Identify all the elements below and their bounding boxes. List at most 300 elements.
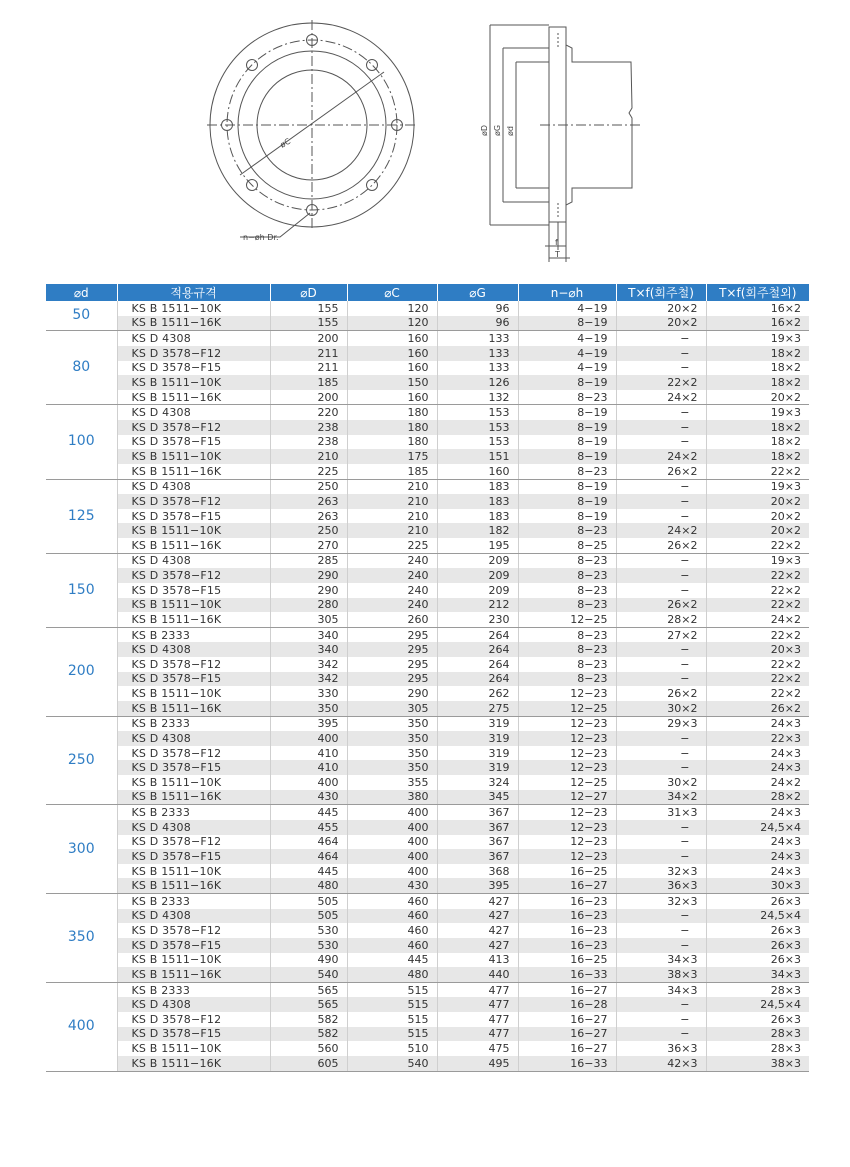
od-cell: 342 (270, 672, 347, 687)
g-cell: 153 (437, 420, 518, 435)
od-cell: 250 (270, 523, 347, 538)
g-cell: 160 (437, 464, 518, 479)
pcd-cell: 430 (347, 878, 437, 893)
bolt-hole-cell: 12−23 (518, 716, 616, 731)
standard-cell: KS B 1511−16K (117, 1056, 270, 1071)
od-cell: 540 (270, 967, 347, 982)
thickness-cast-iron-cell: − (616, 642, 706, 657)
table-row (46, 390, 809, 405)
table-row (46, 938, 809, 953)
g-cell: 133 (437, 331, 518, 346)
standard-cell: KS D 3578−F15 (117, 849, 270, 864)
standard-cell: KS D 3578−F12 (117, 746, 270, 761)
flange-front-view (207, 20, 417, 237)
table-row (46, 982, 809, 997)
flange-drawing (0, 0, 850, 280)
od-cell: 530 (270, 923, 347, 938)
g-cell: 212 (437, 598, 518, 613)
standard-cell: KS D 3578−F12 (117, 346, 270, 361)
thickness-other-cell: 26×2 (706, 701, 809, 716)
g-cell: 345 (437, 790, 518, 805)
thickness-cast-iron-cell: 36×3 (616, 1041, 706, 1056)
pcd-cell: 400 (347, 820, 437, 835)
thickness-other-cell: 24×2 (706, 612, 809, 627)
standard-cell: KS D 3578−F15 (117, 509, 270, 524)
pcd-cell: 350 (347, 716, 437, 731)
g-cell: 319 (437, 731, 518, 746)
nominal-size-cell: 200 (46, 627, 117, 716)
table-row (46, 953, 809, 968)
bolt-hole-cell: 16−23 (518, 909, 616, 924)
flange-side-view (490, 25, 640, 262)
g-cell: 153 (437, 435, 518, 450)
od-cell: 400 (270, 731, 347, 746)
bolt-hole-cell: 8−19 (518, 494, 616, 509)
od-cell: 445 (270, 864, 347, 879)
g-cell: 395 (437, 878, 518, 893)
thickness-other-cell: 19×3 (706, 553, 809, 568)
od-cell: 210 (270, 449, 347, 464)
table-row (46, 405, 809, 420)
bolt-hole-cell: 8−23 (518, 390, 616, 405)
g-cell: 133 (437, 361, 518, 376)
g-cell: 367 (437, 849, 518, 864)
thickness-other-cell: 16×2 (706, 301, 809, 316)
thickness-cast-iron-cell: 24×2 (616, 523, 706, 538)
g-cell: 319 (437, 716, 518, 731)
bolt-hole-cell: 16−25 (518, 864, 616, 879)
table-row (46, 553, 809, 568)
thickness-cast-iron-cell: 34×2 (616, 790, 706, 805)
od-cell: 250 (270, 479, 347, 494)
table-row (46, 420, 809, 435)
g-cell: 319 (437, 746, 518, 761)
pcd-cell: 460 (347, 938, 437, 953)
thickness-other-cell: 18×2 (706, 361, 809, 376)
table-row (46, 346, 809, 361)
g-cell: 477 (437, 1027, 518, 1042)
bolt-hole-cell: 8−19 (518, 420, 616, 435)
standard-cell: KS D 3578−F12 (117, 657, 270, 672)
pcd-cell: 295 (347, 657, 437, 672)
thickness-other-cell: 38×3 (706, 1056, 809, 1071)
thickness-other-cell: 22×2 (706, 657, 809, 672)
thickness-cast-iron-cell: 32×3 (616, 894, 706, 909)
pcd-cell: 295 (347, 642, 437, 657)
g-cell: 230 (437, 612, 518, 627)
standard-cell: KS B 1511−16K (117, 390, 270, 405)
table-row (46, 701, 809, 716)
table-row (46, 1012, 809, 1027)
table-row (46, 657, 809, 672)
thickness-other-cell: 28×3 (706, 1027, 809, 1042)
od-cell: 430 (270, 790, 347, 805)
thickness-other-cell: 22×3 (706, 731, 809, 746)
table-row (46, 583, 809, 598)
nominal-size-cell: 100 (46, 405, 117, 479)
pcd-cell: 160 (347, 361, 437, 376)
thickness-other-cell: 26×3 (706, 953, 809, 968)
thickness-cast-iron-cell: 26×2 (616, 686, 706, 701)
pcd-cell: 510 (347, 1041, 437, 1056)
thickness-other-cell: 30×3 (706, 878, 809, 893)
od-cell: 395 (270, 716, 347, 731)
pcd-cell: 120 (347, 316, 437, 331)
thickness-other-cell: 28×3 (706, 982, 809, 997)
nominal-size-cell: 50 (46, 301, 117, 331)
f-label: f (555, 238, 558, 247)
thickness-other-cell: 18×2 (706, 346, 809, 361)
table-row (46, 538, 809, 553)
od-cell: 410 (270, 760, 347, 775)
thickness-cast-iron-cell: 32×3 (616, 864, 706, 879)
od-cell: 505 (270, 909, 347, 924)
bolt-hole-cell: 16−27 (518, 982, 616, 997)
thickness-other-cell: 20×2 (706, 494, 809, 509)
thickness-cast-iron-cell: − (616, 583, 706, 598)
standard-cell: KS D 3578−F15 (117, 938, 270, 953)
table-row (46, 909, 809, 924)
od-cell: 290 (270, 568, 347, 583)
od-cell: 582 (270, 1027, 347, 1042)
standard-cell: KS B 1511−10K (117, 375, 270, 390)
table-row (46, 612, 809, 627)
standard-cell: KS D 3578−F12 (117, 420, 270, 435)
od-cell: 211 (270, 361, 347, 376)
thickness-cast-iron-cell: − (616, 331, 706, 346)
bolt-hole-cell: 12−25 (518, 612, 616, 627)
od-cell: 238 (270, 435, 347, 450)
pcd-cell: 540 (347, 1056, 437, 1071)
standard-cell: KS B 2333 (117, 805, 270, 820)
g-cell: 427 (437, 909, 518, 924)
pcd-cell: 480 (347, 967, 437, 982)
nominal-size-cell: 400 (46, 982, 117, 1071)
flange-spec-table (46, 284, 809, 1072)
bolt-hole-cell: 16−28 (518, 997, 616, 1012)
g-cell: 477 (437, 982, 518, 997)
thickness-cast-iron-cell: − (616, 568, 706, 583)
g-cell: 367 (437, 835, 518, 850)
thickness-cast-iron-cell: − (616, 657, 706, 672)
g-cell: 182 (437, 523, 518, 538)
table-row (46, 523, 809, 538)
g-cell: 319 (437, 760, 518, 775)
table-row (46, 598, 809, 613)
table-row (46, 775, 809, 790)
table-row (46, 864, 809, 879)
col-header: 적용규격 (117, 284, 270, 301)
thickness-other-cell: 24×2 (706, 775, 809, 790)
bolt-hole-cell: 12−27 (518, 790, 616, 805)
bolt-hole-cell: 12−23 (518, 686, 616, 701)
thickness-other-cell: 22×2 (706, 686, 809, 701)
thickness-other-cell: 24×3 (706, 835, 809, 850)
od-cell: 185 (270, 375, 347, 390)
thickness-cast-iron-cell: − (616, 1027, 706, 1042)
nominal-size-cell: 300 (46, 805, 117, 894)
pcd-cell: 380 (347, 790, 437, 805)
pcd-cell: 515 (347, 1012, 437, 1027)
thickness-cast-iron-cell: − (616, 923, 706, 938)
thickness-other-cell: 16×2 (706, 316, 809, 331)
od-cell: 238 (270, 420, 347, 435)
od-cell: 350 (270, 701, 347, 716)
thickness-cast-iron-cell: 24×2 (616, 449, 706, 464)
table-row (46, 746, 809, 761)
bolt-hole-cell: 8−19 (518, 405, 616, 420)
thickness-cast-iron-cell: 26×2 (616, 538, 706, 553)
standard-cell: KS D 3578−F15 (117, 361, 270, 376)
g-cell: 209 (437, 583, 518, 598)
standard-cell: KS D 3578−F12 (117, 835, 270, 850)
od-cell: 565 (270, 997, 347, 1012)
standard-cell: KS B 2333 (117, 716, 270, 731)
standard-cell: KS D 4308 (117, 405, 270, 420)
od-cell: 225 (270, 464, 347, 479)
standard-cell: KS B 1511−16K (117, 967, 270, 982)
thickness-other-cell: 24,5×4 (706, 997, 809, 1012)
bolt-hole-cell: 16−23 (518, 938, 616, 953)
thickness-cast-iron-cell: 20×2 (616, 316, 706, 331)
od-cell: 270 (270, 538, 347, 553)
thickness-other-cell: 34×3 (706, 967, 809, 982)
bolt-hole-cell: 16−27 (518, 1012, 616, 1027)
od-cell: 285 (270, 553, 347, 568)
standard-cell: KS B 2333 (117, 894, 270, 909)
table-row (46, 731, 809, 746)
od-cell: 565 (270, 982, 347, 997)
col-header: ⌀d (46, 284, 117, 301)
thickness-cast-iron-cell: − (616, 494, 706, 509)
standard-cell: KS B 1511−10K (117, 953, 270, 968)
table-row (46, 760, 809, 775)
bolt-hole-cell: 16−23 (518, 923, 616, 938)
g-cell: 264 (437, 672, 518, 687)
standard-cell: KS D 4308 (117, 820, 270, 835)
table-row (46, 923, 809, 938)
bolt-hole-cell: 16−33 (518, 967, 616, 982)
bolt-hole-cell: 12−23 (518, 805, 616, 820)
od-cell: 200 (270, 331, 347, 346)
g-cell: 96 (437, 301, 518, 316)
thickness-cast-iron-cell: − (616, 479, 706, 494)
thickness-other-cell: 24×3 (706, 716, 809, 731)
pcd-cell: 180 (347, 405, 437, 420)
bolt-hole-cell: 8−23 (518, 553, 616, 568)
pcd-cell: 400 (347, 805, 437, 820)
bolt-hole-cell: 8−19 (518, 375, 616, 390)
standard-cell: KS B 1511−16K (117, 612, 270, 627)
nominal-size-cell: 125 (46, 479, 117, 553)
bolt-hole-cell: 8−19 (518, 435, 616, 450)
g-cell: 183 (437, 494, 518, 509)
thickness-cast-iron-cell: − (616, 509, 706, 524)
thickness-cast-iron-cell: 31×3 (616, 805, 706, 820)
od-cell: 480 (270, 878, 347, 893)
thickness-cast-iron-cell: 22×2 (616, 375, 706, 390)
thickness-other-cell: 24×3 (706, 864, 809, 879)
pcd-cell: 160 (347, 331, 437, 346)
bolt-hole-cell: 4−19 (518, 301, 616, 316)
pcd-cell: 180 (347, 435, 437, 450)
g-cell: 324 (437, 775, 518, 790)
g-cell: 427 (437, 923, 518, 938)
bolt-hole-cell: 8−23 (518, 568, 616, 583)
bolt-hole-cell: 8−23 (518, 598, 616, 613)
thickness-other-cell: 22×2 (706, 672, 809, 687)
table-row (46, 464, 809, 479)
pcd-cell: 120 (347, 301, 437, 316)
od-cell: 263 (270, 494, 347, 509)
thickness-cast-iron-cell: 26×2 (616, 598, 706, 613)
pcd-cell: 260 (347, 612, 437, 627)
pcd-cell: 350 (347, 760, 437, 775)
od-label: øD (480, 124, 489, 136)
bolt-hole-cell: 16−27 (518, 1041, 616, 1056)
thickness-cast-iron-cell: − (616, 346, 706, 361)
g-cell: 477 (437, 997, 518, 1012)
thickness-cast-iron-cell: 30×2 (616, 701, 706, 716)
pcd-cell: 445 (347, 953, 437, 968)
bolt-hole-cell: 16−25 (518, 953, 616, 968)
nominal-size-cell: 250 (46, 716, 117, 805)
standard-cell: KS D 3578−F12 (117, 1012, 270, 1027)
col-header: ⌀D (270, 284, 347, 301)
pcd-cell: 515 (347, 997, 437, 1012)
thickness-cast-iron-cell: 30×2 (616, 775, 706, 790)
pcd-cell: 240 (347, 583, 437, 598)
standard-cell: KS B 1511−10K (117, 686, 270, 701)
g-cell: 367 (437, 805, 518, 820)
bolt-hole-cell: 12−25 (518, 701, 616, 716)
thickness-other-cell: 26×3 (706, 938, 809, 953)
thickness-cast-iron-cell: 34×3 (616, 953, 706, 968)
g-cell: 440 (437, 967, 518, 982)
table-row (46, 1027, 809, 1042)
thickness-cast-iron-cell: 28×2 (616, 612, 706, 627)
thickness-other-cell: 24×3 (706, 849, 809, 864)
thickness-other-cell: 28×2 (706, 790, 809, 805)
standard-cell: KS B 1511−16K (117, 701, 270, 716)
g-cell: 264 (437, 627, 518, 642)
table-row (46, 878, 809, 893)
od-cell: 342 (270, 657, 347, 672)
pcd-cell: 400 (347, 835, 437, 850)
bolt-hole-cell: 8−23 (518, 657, 616, 672)
bolt-hole-cell: 8−19 (518, 479, 616, 494)
od-cell: 200 (270, 390, 347, 405)
thickness-cast-iron-cell: 26×2 (616, 464, 706, 479)
pcd-cell: 400 (347, 849, 437, 864)
g-label: øG (493, 124, 502, 136)
g-cell: 427 (437, 938, 518, 953)
standard-cell: KS B 1511−10K (117, 864, 270, 879)
standard-cell: KS D 4308 (117, 479, 270, 494)
standard-cell: KS B 2333 (117, 982, 270, 997)
nominal-size-cell: 350 (46, 894, 117, 983)
table-row (46, 375, 809, 390)
g-cell: 151 (437, 449, 518, 464)
thickness-cast-iron-cell: 38×3 (616, 967, 706, 982)
thickness-cast-iron-cell: − (616, 760, 706, 775)
od-cell: 340 (270, 627, 347, 642)
od-cell: 445 (270, 805, 347, 820)
col-header: ⌀G (437, 284, 518, 301)
table-row (46, 820, 809, 835)
pcd-cell: 240 (347, 553, 437, 568)
thickness-other-cell: 22×2 (706, 583, 809, 598)
od-cell: 155 (270, 316, 347, 331)
od-cell: 280 (270, 598, 347, 613)
g-cell: 413 (437, 953, 518, 968)
table-row (46, 361, 809, 376)
pcd-cell: 460 (347, 909, 437, 924)
thickness-other-cell: 26×3 (706, 894, 809, 909)
pcd-cell: 180 (347, 420, 437, 435)
standard-cell: KS B 1511−10K (117, 449, 270, 464)
nominal-size-cell: 80 (46, 331, 117, 405)
g-cell: 262 (437, 686, 518, 701)
g-cell: 183 (437, 509, 518, 524)
od-cell: 490 (270, 953, 347, 968)
thickness-cast-iron-cell: − (616, 553, 706, 568)
table-row (46, 509, 809, 524)
od-cell: 305 (270, 612, 347, 627)
thickness-cast-iron-cell: 34×3 (616, 982, 706, 997)
thickness-other-cell: 26×3 (706, 923, 809, 938)
od-cell: 340 (270, 642, 347, 657)
standard-cell: KS D 3578−F15 (117, 672, 270, 687)
standard-cell: KS D 3578−F12 (117, 568, 270, 583)
table-row (46, 316, 809, 331)
pcd-cell: 350 (347, 746, 437, 761)
od-cell: 505 (270, 894, 347, 909)
t-label: T (555, 250, 560, 259)
od-cell: 330 (270, 686, 347, 701)
thickness-cast-iron-cell: 24×2 (616, 390, 706, 405)
thickness-cast-iron-cell: − (616, 835, 706, 850)
thickness-other-cell: 18×2 (706, 375, 809, 390)
col-header: T×f(회주철) (616, 284, 706, 301)
standard-cell: KS D 3578−F12 (117, 923, 270, 938)
thickness-cast-iron-cell: − (616, 746, 706, 761)
g-cell: 367 (437, 820, 518, 835)
thickness-cast-iron-cell: − (616, 1012, 706, 1027)
table-row (46, 627, 809, 642)
bolt-hole-cell: 12−23 (518, 835, 616, 850)
thickness-other-cell: 24×3 (706, 760, 809, 775)
standard-cell: KS B 1511−16K (117, 464, 270, 479)
pcd-cell: 210 (347, 479, 437, 494)
table-row (46, 894, 809, 909)
bolt-hole-cell: 16−27 (518, 1027, 616, 1042)
bolt-hole-cell: 12−23 (518, 820, 616, 835)
thickness-other-cell: 24×3 (706, 805, 809, 820)
pcd-cell: 160 (347, 390, 437, 405)
thickness-other-cell: 22×2 (706, 464, 809, 479)
table-row (46, 967, 809, 982)
pcd-cell: 160 (347, 346, 437, 361)
thickness-other-cell: 20×2 (706, 523, 809, 538)
g-cell: 153 (437, 405, 518, 420)
g-cell: 264 (437, 642, 518, 657)
bolt-hole-cell: 12−25 (518, 775, 616, 790)
thickness-cast-iron-cell: − (616, 672, 706, 687)
thickness-other-cell: 19×3 (706, 405, 809, 420)
table-header-row (46, 284, 809, 301)
bolt-hole-cell: 8−19 (518, 316, 616, 331)
